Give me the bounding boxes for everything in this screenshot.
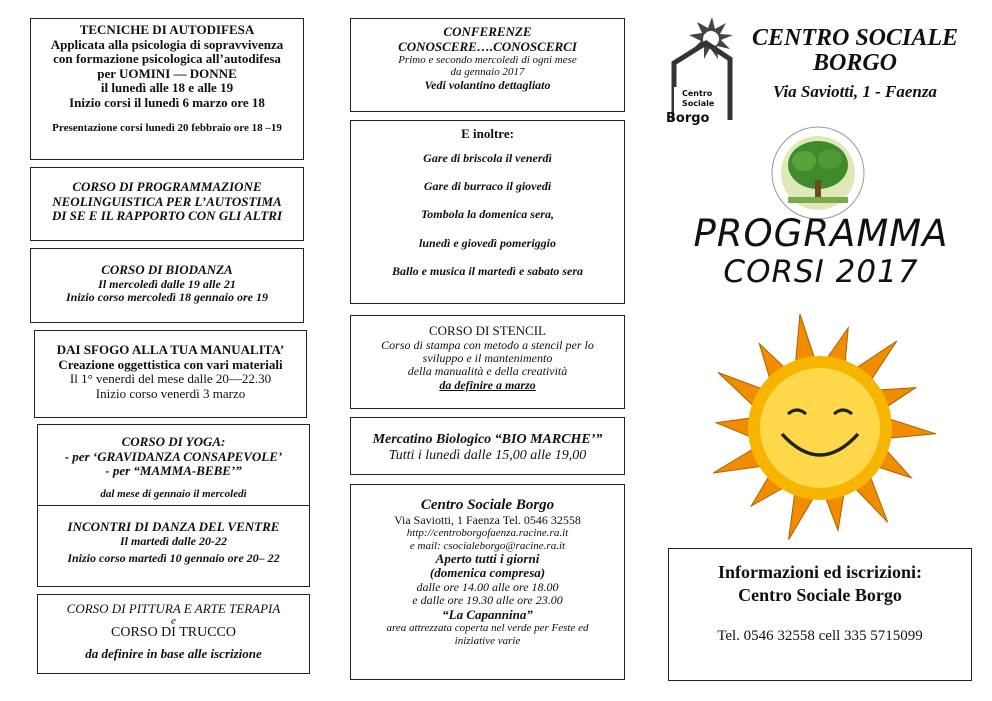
centro-borgo-logo bbox=[660, 15, 740, 130]
stencil-line: Corso di stampa con metodo a stencil per lo bbox=[381, 337, 594, 352]
info-subtitle: Centro Sociale Borgo bbox=[738, 584, 902, 605]
yoga-line: - per “MAMMA-BEBE’” bbox=[105, 463, 242, 479]
stencil-line: della manualità e della creatività bbox=[407, 364, 568, 379]
pittura-title2: CORSO DI TRUCCO bbox=[111, 625, 236, 641]
centro-email-link[interactable]: e mail: csocialeborgo@racine.ra.it bbox=[409, 539, 566, 552]
manualita-line: Inizio corso venerdì 3 marzo bbox=[95, 385, 246, 401]
inoltre-title: E inoltre: bbox=[461, 126, 514, 141]
centro-title: Centro Sociale Borgo bbox=[420, 497, 555, 513]
conferenze-box bbox=[350, 18, 625, 112]
inoltre-item: Ballo e musica il martedì e sabato sera bbox=[392, 264, 583, 279]
manualita-title: DAI SFOGO ALLA TUA MANUALITA’ bbox=[56, 342, 285, 357]
pnl-line: NEOLINGUISTICA PER L’AUTOSTIMA bbox=[52, 193, 282, 209]
mercatino-title: Mercatino Biologico “BIO MARCHE’” bbox=[372, 432, 603, 447]
mercatino-line: Tutti i lunedì dalle 15,00 alle 19,00 bbox=[388, 447, 587, 463]
pnl-line: DI SE E IL RAPPORTO CON GLI ALTRI bbox=[51, 208, 283, 224]
manualita-line: Il 1° venerdì del mese dalle 20—22.30 bbox=[69, 371, 272, 387]
capannina-title: “La Capannina” bbox=[442, 606, 533, 622]
pittura-title: CORSO DI PITTURA E ARTE TERAPIA bbox=[66, 601, 281, 616]
pnl-box bbox=[30, 167, 304, 241]
sun-icon bbox=[700, 310, 940, 550]
logo-borgo-text: Borgo bbox=[666, 111, 710, 126]
yoga-title: CORSO DI YOGA: bbox=[121, 434, 226, 449]
danza-box bbox=[37, 505, 310, 587]
conferenze-subtitle: CONOSCERE….CONOSCERCI bbox=[398, 38, 577, 54]
mercatino-box bbox=[350, 417, 625, 475]
inoltre-item: Gare di burraco il giovedì bbox=[423, 178, 552, 193]
yoga-line: - per ‘GRAVIDANZA CONSAPEVOLE’ bbox=[64, 448, 283, 464]
info-title: Informazioni ed iscrizioni: bbox=[718, 562, 922, 582]
capannina-line: iniziative varie bbox=[454, 634, 521, 647]
info-phone: Tel. 0546 32558 cell 335 5715099 bbox=[717, 628, 923, 644]
centro-sociale-title bbox=[738, 26, 972, 101]
pnl-line: CORSO DI PROGRAMMAZIONE bbox=[72, 179, 262, 194]
conferenze-line: Primo e secondo mercoledì di ogni mese bbox=[398, 54, 577, 67]
yoga-note: dal mese di gennaio il mercoledì bbox=[100, 487, 247, 500]
biodanza-box bbox=[30, 248, 304, 323]
autodifesa-line: Inizio corsi il lunedì 6 marzo ore 18 bbox=[69, 94, 265, 110]
autodifesa-line: con formazione psicologica all’autodifesa bbox=[53, 51, 281, 67]
autodifesa-box bbox=[30, 18, 304, 160]
info-box bbox=[668, 548, 972, 681]
conferenze-note: Vedi volantino dettagliato bbox=[424, 77, 551, 92]
autodifesa-line: Applicata alla psicologia di sopravvivenza bbox=[50, 36, 284, 52]
pittura-box bbox=[37, 594, 310, 674]
title-borgo: BORGO bbox=[812, 50, 897, 77]
pittura-conj: e bbox=[171, 614, 176, 627]
conferenze-title: CONFERENZE bbox=[443, 24, 532, 39]
title-address: Via Saviotti, 1 - Faenza bbox=[773, 82, 937, 102]
inoltre-item: Gare di briscola il venerdì bbox=[423, 150, 552, 165]
manualita-box bbox=[34, 330, 307, 418]
centro-web-link[interactable]: http://centroborgofaenza.racine.ra.it bbox=[406, 527, 569, 540]
inoltre-item: Tombola la domenica sera, bbox=[421, 207, 554, 222]
program-subtitle: CORSI 2017 bbox=[723, 253, 919, 290]
autodifesa-line: per UOMINI — DONNE bbox=[97, 65, 237, 81]
centro-open: Aperto tutti i giorni bbox=[435, 550, 540, 566]
biodanza-line: Il mercoledì dalle 19 alle 21 bbox=[98, 276, 236, 291]
stencil-line: sviluppo e il mantenimento bbox=[422, 350, 553, 365]
smiling-sun-illustration bbox=[700, 310, 940, 550]
biodanza-line: Inizio corso mercoledì 18 gennaio ore 19 bbox=[65, 289, 268, 304]
sun-ray bbox=[885, 418, 936, 439]
program-heading bbox=[686, 214, 956, 290]
program-title: PROGRAMMA bbox=[693, 212, 949, 255]
capannina-line: area attrezzata coperta nel verde per Feste ed bbox=[386, 622, 589, 635]
stencil-note: da definire a marzo bbox=[439, 377, 536, 392]
pittura-note: da definire in base alle iscrizione bbox=[85, 646, 262, 662]
danza-line: Inizio corso martedì 10 gennaio ore 20– 22 bbox=[67, 550, 280, 565]
danza-title: INCONTRI DI DANZA DEL VENTRE bbox=[67, 519, 280, 534]
yoga-box bbox=[37, 424, 310, 506]
title-centro-sociale: CENTRO SOCIALE bbox=[751, 25, 959, 51]
conferenze-line: da gennaio 2017 bbox=[450, 66, 525, 79]
inoltre-item: lunedì e giovedì pomeriggio bbox=[419, 235, 556, 250]
stencil-title: CORSO DI STENCIL bbox=[428, 323, 546, 338]
biodanza-title: CORSO DI BIODANZA bbox=[101, 262, 233, 277]
manualita-subtitle: Creazione oggettistica con vari materiali bbox=[58, 356, 283, 372]
centro-open-sunday: (domenica compresa) bbox=[429, 565, 546, 581]
autodifesa-line: il lunedì alle 18 e alle 19 bbox=[100, 80, 234, 96]
association-emblem bbox=[770, 125, 866, 221]
stencil-box bbox=[350, 315, 625, 409]
centro-info-box bbox=[350, 484, 625, 680]
autodifesa-presentation: Presentazione corsi lunedì 20 febbraio ore 18 –19 bbox=[52, 122, 282, 135]
centro-hours: dalle ore 14.00 alle ore 18.00 bbox=[416, 579, 559, 594]
inoltre-box bbox=[350, 120, 625, 304]
tree-emblem-icon bbox=[770, 125, 866, 221]
danza-line: Il martedì dalle 20-22 bbox=[120, 533, 227, 548]
centro-hours: e dalle ore 19.30 alle ore 23.00 bbox=[412, 593, 563, 608]
centro-address: Via Saviotti, 1 Faenza Tel. 0546 32558 bbox=[394, 512, 581, 527]
logo-small-text: Centro bbox=[682, 89, 713, 98]
autodifesa-title: TECNICHE DI AUTODIFESA bbox=[79, 22, 255, 37]
logo-small-text: Sociale bbox=[682, 99, 715, 108]
